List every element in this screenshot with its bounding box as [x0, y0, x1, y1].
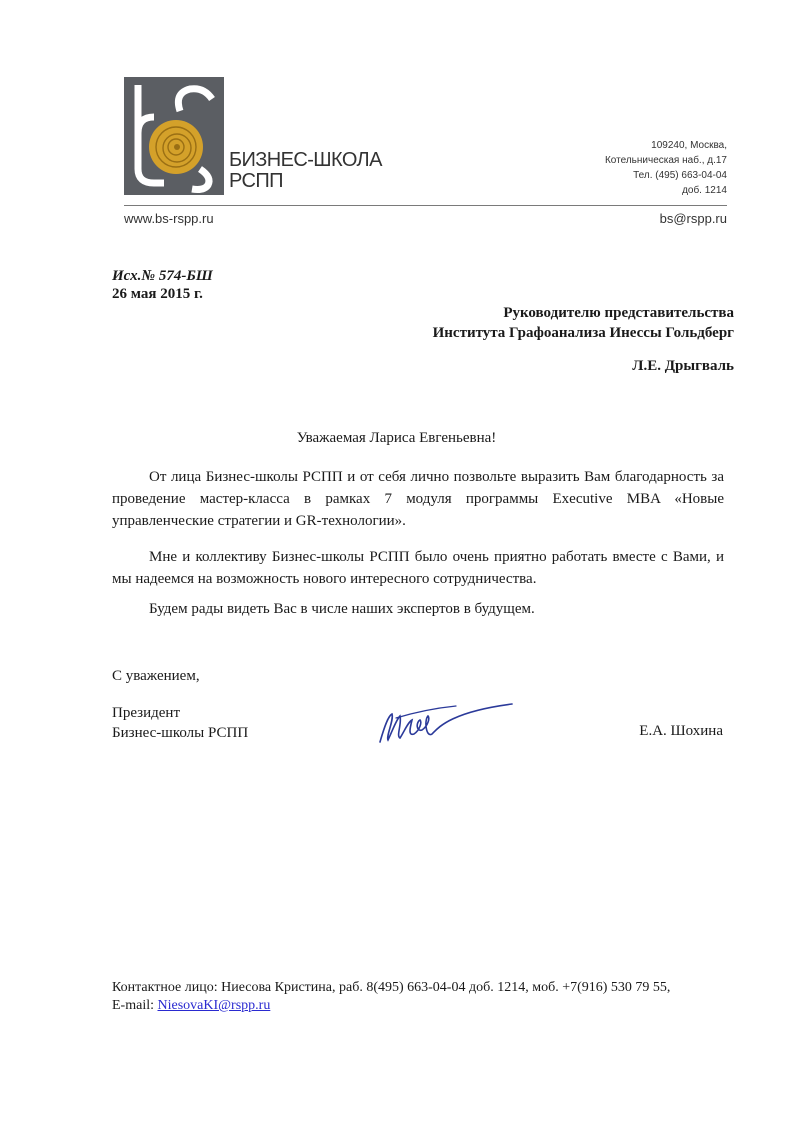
- closing: С уважением,: [112, 668, 200, 684]
- website-link[interactable]: www.bs-rspp.ru: [124, 211, 214, 226]
- body-paragraph: Мне и коллективу Бизнес-школы РСПП было очень приятно работать вместе с Вами, и мы надеемся на возможность нового интересного сотрудничества.: [112, 549, 724, 587]
- contact-email-label: E-mail:: [112, 998, 154, 1013]
- body-paragraph: От лица Бизнес-школы РСПП и от себя лично позвольте выразить Вам благодарность за проведение мастер-класса в рамках 7 модуля программы Executive MBA «Новые управленческие стратегии и GR-технологии».: [112, 469, 724, 529]
- signer-title-line-2: Бизнес-школы РСПП: [112, 725, 249, 741]
- brand-name: [229, 150, 382, 192]
- address-line: доб. 1214: [682, 185, 727, 196]
- address-line: Котельническая наб., д.17: [604, 155, 727, 166]
- contact-email-link[interactable]: NiesovaKI@rspp.ru: [157, 998, 271, 1013]
- address-line: 109240, Москва,: [651, 140, 727, 151]
- addressee-name: Л.Е. Дрыгваль: [632, 358, 734, 374]
- reference-date: 26 мая 2015 г.: [112, 286, 203, 302]
- outgoing-reference: [112, 267, 213, 303]
- addressee-line-1: Руководителю представительства: [503, 305, 734, 321]
- signer-title: [112, 703, 248, 743]
- bs-logo: [124, 77, 224, 195]
- addressee-line-2: Института Графоанализа Инессы Гольдберг: [432, 325, 734, 341]
- signer-name: Е.А. Шохина: [639, 723, 723, 739]
- brand-line-2: РСПП: [229, 170, 283, 192]
- brand-line-1: БИЗНЕС-ШКОЛА: [229, 149, 382, 171]
- company-email[interactable]: bs@rspp.ru: [659, 211, 727, 226]
- contact-email-line: [112, 997, 670, 1015]
- addressee-block: [433, 303, 734, 343]
- signer-title-line-1: Президент: [112, 705, 180, 721]
- reference-number: Исх.№ 574-БШ: [112, 268, 213, 284]
- body-paragraph: Будем рады видеть Вас в числе наших экспертов в будущем.: [149, 601, 535, 617]
- company-address: [605, 138, 727, 198]
- contact-info: [112, 979, 670, 1015]
- salutation: Уважаемая Лариса Евгеньевна!: [296, 430, 497, 446]
- handwritten-signature: [376, 698, 516, 746]
- contact-line: Контактное лицо: Ниесова Кристина, раб. 8(495) 663-04-04 доб. 1214, моб. +7(916) 530 79 55,: [112, 980, 671, 995]
- address-line: Тел. (495) 663-04-04: [633, 170, 727, 181]
- letterhead-divider: [124, 205, 727, 206]
